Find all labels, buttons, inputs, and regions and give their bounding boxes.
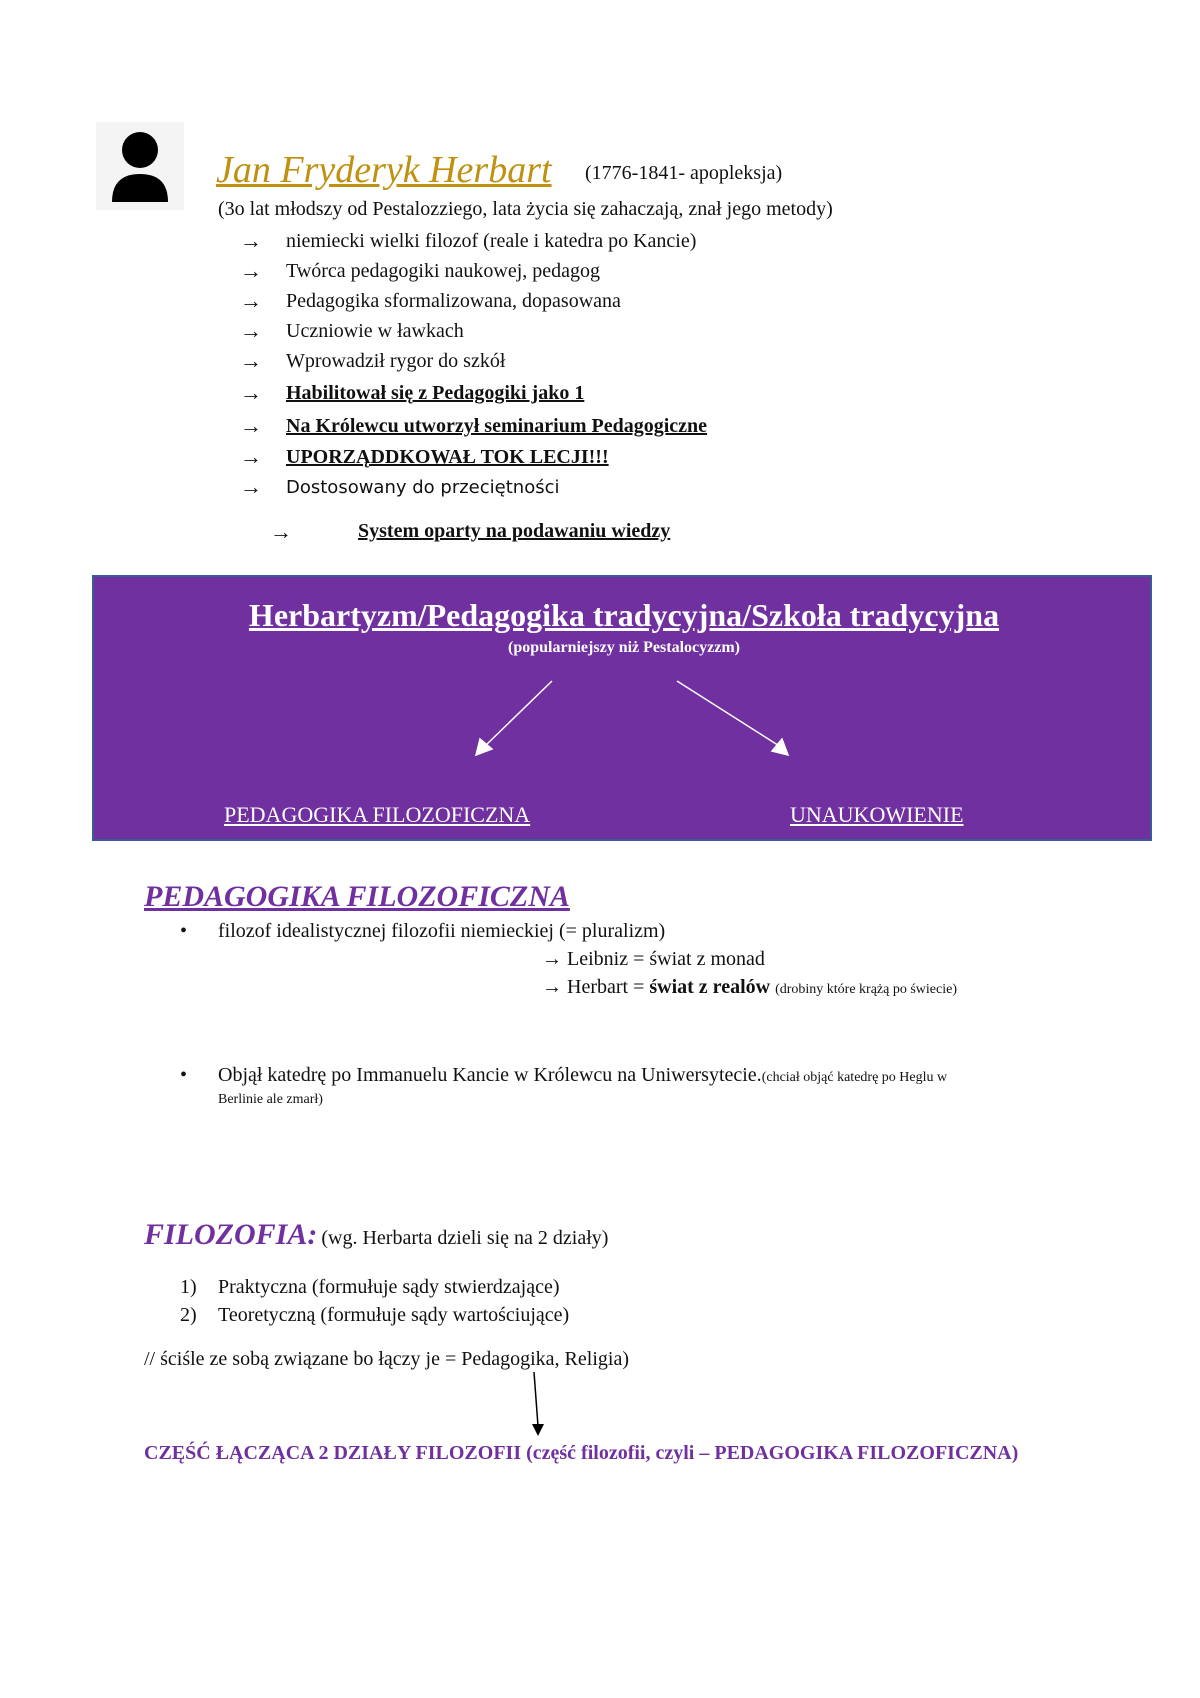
arrow-icon: → bbox=[240, 413, 262, 438]
herbart-bold: świat z realów bbox=[649, 976, 771, 998]
arrow-right-line bbox=[677, 681, 784, 749]
bullet2-note-cont: Berlinie ale zmarł) bbox=[218, 1092, 323, 1107]
bullet2-main: Objął katedrę po Immanuelu Kancie w Królewcu na Uniwersytecie. bbox=[218, 1064, 762, 1086]
system-line bbox=[270, 520, 670, 543]
arrow-left-line bbox=[484, 681, 552, 747]
arrow-icon: → bbox=[240, 258, 262, 283]
final-statement: CZĘŚĆ ŁĄCZĄCA 2 DZIAŁY FILOZOFII (część filozofii, czyli – PEDAGOGIKA FILOZOFICZNA) bbox=[144, 1442, 1019, 1464]
herbart-note: (drobiny które krążą po świecie) bbox=[775, 982, 958, 997]
filozofia-subheading: (wg. Herbarta dzieli się na 2 działy) bbox=[321, 1227, 609, 1249]
list-item-text: Leibniz = świat z monad bbox=[567, 948, 765, 970]
list-item-text: Na Królewcu utworzył seminarium Pedagogiczne bbox=[286, 414, 708, 437]
arrow-icon: → bbox=[270, 518, 292, 544]
filozofia-heading: FILOZOFIA: bbox=[144, 1218, 318, 1251]
list-item bbox=[240, 226, 707, 256]
person-icon bbox=[96, 122, 184, 210]
list-item-text: UPORZĄDDKOWAŁ TOK LECJI!!! bbox=[286, 445, 609, 468]
section-heading-pedagogika: PEDAGOGIKA FILOZOFICZNA bbox=[144, 880, 570, 913]
list-item-text: Teoretyczną (formułuje sądy wartościujące) bbox=[218, 1304, 570, 1326]
list-item bbox=[240, 256, 707, 286]
arrow-icon: → bbox=[542, 948, 562, 970]
list-item bbox=[240, 376, 707, 410]
bullet2-note: (chciał objąć katedrę po Heglu w bbox=[761, 1070, 948, 1085]
list-item bbox=[542, 976, 957, 999]
list-item-text: Praktyczna (formułuje sądy stwierdzające) bbox=[218, 1276, 560, 1298]
list-number: 2) bbox=[180, 1304, 197, 1326]
list-item bbox=[180, 1304, 569, 1327]
arrow-icon: → bbox=[240, 348, 262, 373]
list-item bbox=[240, 442, 707, 472]
down-arrow-icon bbox=[526, 1370, 546, 1440]
life-dates: (1776-1841- apopleksja) bbox=[585, 162, 783, 184]
herbart-label: Herbart = bbox=[567, 976, 650, 998]
box-title: Herbartyzm/Pedagogika tradycyjna/Szkoła tradycyjna bbox=[248, 597, 1000, 633]
intro-note: (3o lat młodszy od Pestalozziego, lata życia się zahaczają, znał jego metody) bbox=[218, 198, 833, 220]
list-item-text: Dostosowany do przeciętności bbox=[286, 476, 560, 498]
bullet-dot-icon: • bbox=[180, 920, 188, 942]
list-number: 1) bbox=[180, 1276, 197, 1298]
arrow-icon: → bbox=[240, 288, 262, 313]
list-item bbox=[542, 948, 765, 971]
bullet-list bbox=[240, 226, 707, 502]
arrow-icon: → bbox=[542, 976, 562, 998]
list-item bbox=[240, 346, 707, 376]
list-item-text: Uczniowie w ławkach bbox=[286, 319, 464, 342]
herbartyzm-box bbox=[92, 575, 1152, 841]
list-item bbox=[240, 316, 707, 346]
section1-bullet1: filozof idealistycznej filozofii niemieckiej (= pluralizm) bbox=[218, 920, 666, 942]
list-item bbox=[180, 1276, 560, 1299]
box-right-label: UNAUKOWIENIE bbox=[790, 802, 964, 827]
arrow-icon: → bbox=[240, 380, 262, 405]
list-item-text: niemiecki wielki filozof (reale i katedra po Kancie) bbox=[286, 229, 697, 252]
arrow-icon: → bbox=[240, 318, 262, 343]
box-left-label: PEDAGOGIKA FILOZOFICZNA bbox=[224, 802, 531, 827]
list-item-text: Wprowadził rygor do szkół bbox=[286, 349, 506, 372]
list-item bbox=[240, 286, 707, 316]
arrow-icon: → bbox=[240, 474, 262, 499]
arrow-right-head bbox=[772, 739, 788, 755]
list-item-text: Pedagogika sformalizowana, dopasowana bbox=[286, 289, 621, 312]
arrow-icon: → bbox=[240, 228, 262, 253]
list-item bbox=[240, 472, 707, 502]
list-item bbox=[240, 410, 707, 442]
box-subtitle: (popularniejszy niż Pestalocyzzm) bbox=[508, 639, 740, 656]
bullet-dot-icon: • bbox=[180, 1064, 188, 1086]
linking-note: // ściśle ze sobą związane bo łączy je = Pedagogika, Religia) bbox=[144, 1348, 629, 1370]
list-item-text: Habilitował się z Pedagogiki jako 1 bbox=[286, 381, 585, 404]
page-title: Jan Fryderyk Herbart bbox=[216, 149, 552, 191]
section1-bullet2 bbox=[218, 1064, 947, 1087]
list-item-text: Twórca pedagogiki naukowej, pedagog bbox=[286, 259, 601, 282]
arrow-icon: → bbox=[240, 444, 262, 469]
section-heading-filozofia bbox=[144, 1218, 608, 1252]
system-text: System oparty na podawaniu wiedzy bbox=[358, 520, 671, 542]
